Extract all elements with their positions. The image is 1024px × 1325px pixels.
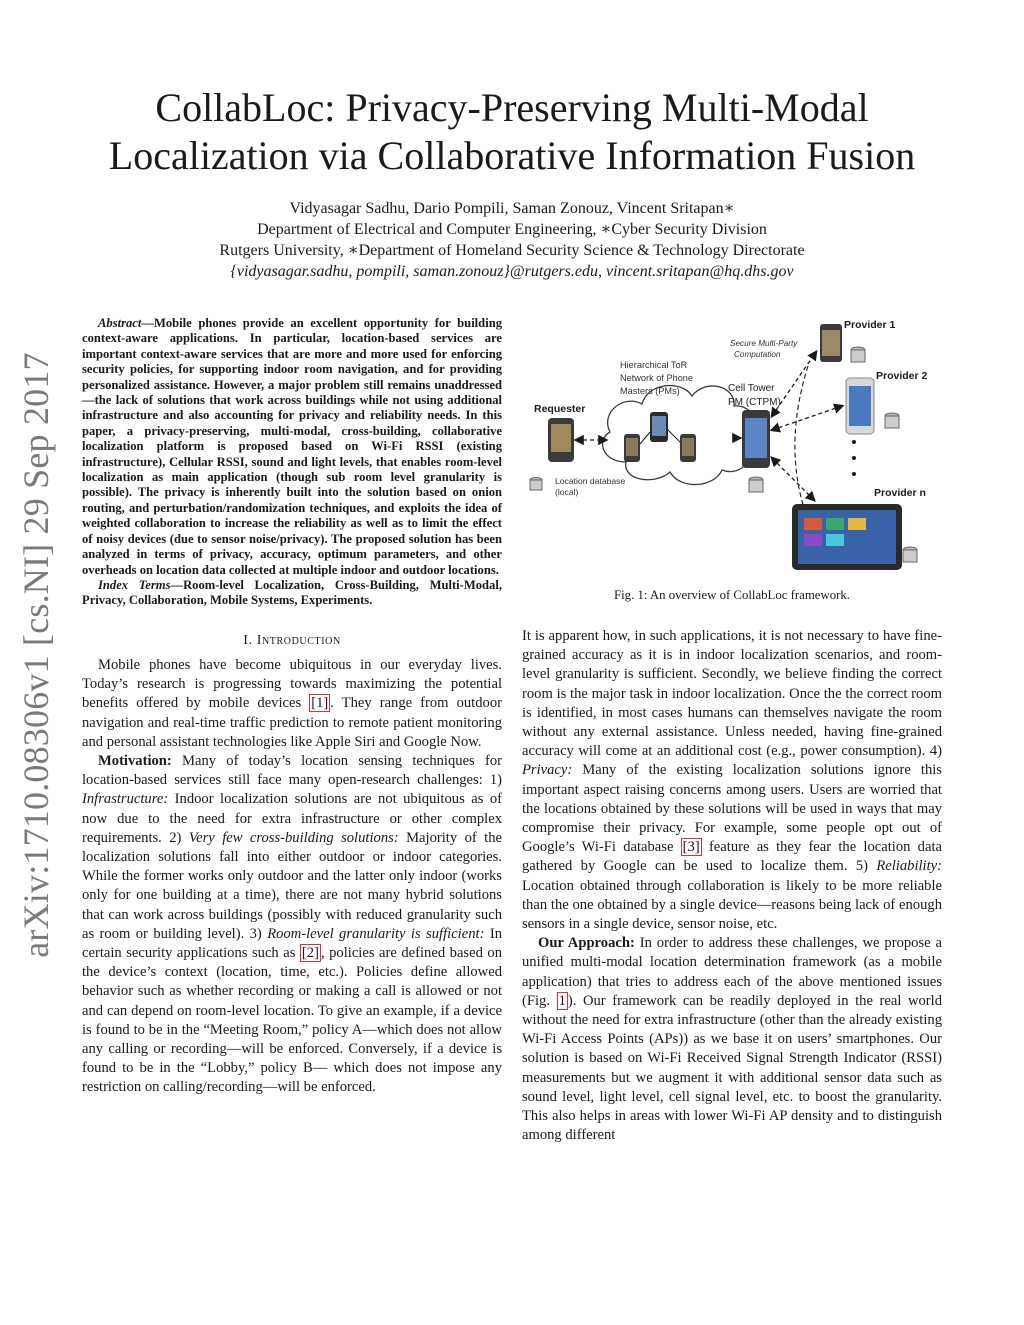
abstract xyxy=(82,316,502,578)
affiliation-1: Department of Electrical and Computer Engineering, ∗Cyber Security Division xyxy=(257,221,767,238)
index-terms xyxy=(82,578,502,609)
section-heading-introduction xyxy=(82,631,502,650)
location-db-label-2: (local) xyxy=(555,487,579,497)
ellipsis-dot xyxy=(852,472,856,476)
ctpm-to-provider-n-arrow xyxy=(772,458,814,500)
right-p1-a: It is apparent how, in such applications, it is not necessary to have fine-grained accuracy as it is in indoor localization scenarios, and room-level granularity is sufficient. Secondly, we believe finding the correct room is the major task in indoor localization. Once the the correct room is identified, in most cases humans can themselves navigate the room without any external assistance. Unless needed, having fine-grained accuracy will come at an additional cost (e.g., power consumption). 4) xyxy=(522,628,942,760)
right-p1-b: Many of the existing localization solutions ignore this important aspect raising concerns among users. Users are worried that the locations obtained by these solutions will be used in ways that may compromise their privacy. For example, some people opt out of Google’s Wi-Fi database xyxy=(522,762,942,856)
privacy-label: Privacy: xyxy=(522,762,573,779)
intro-p2-e: , policies are defined based on the device’s context (location, time, etc.). Policies define allowed behavior such as whether recording or making a call is allowed or not and can depend on room-level location. To give an example, if a device is found to be in the “Meeting Room,” policy A—which does not allow any calling or recording—will be enforced. Conversely, if a device is found to be in the “Lobby,” policy B— which does not impose any restriction on calling/recording—will be enforced. xyxy=(82,944,502,1096)
right-p1-d: Location obtained through collaboration is likely to be more reliable than the one obtained by a single device—reasons being lack of enough sensors in a single device, sensor noise, etc. xyxy=(522,877,942,933)
citation-link-2[interactable]: [2] xyxy=(301,944,319,961)
provider-n-database-icon xyxy=(903,547,917,562)
intro-p1-a: Mobile phones have become ubiquitous in our everyday lives. Today’s research is progressing towards maximizing the potential benefits offered by mobile devices xyxy=(82,656,502,712)
author-names: Vidyasagar Sadhu, Dario Pompili, Saman Zonouz, Vincent Sritapan∗ xyxy=(289,200,735,217)
location-db-label-1: Location database xyxy=(555,476,626,486)
citation-link-1[interactable]: [1] xyxy=(311,695,329,712)
room-level-label: Room-level granularity is sufficient: xyxy=(267,925,485,942)
approach-paragraph xyxy=(522,934,942,1145)
requester-phone-icon xyxy=(548,418,574,462)
intro-p2-a: Many of today’s location sensing techniques for location-based services still face many open-research challenges: 1) xyxy=(82,752,502,789)
ctpm-label-2: PM (CTPM) xyxy=(728,397,781,408)
tor-label-2: Network of Phone xyxy=(620,373,694,383)
ctpm-label-1: Cell Tower xyxy=(728,383,775,394)
abstract-label: Abstract xyxy=(98,316,142,330)
intro-p2-d: In certain security applications such as xyxy=(82,925,502,961)
email-group: {vidyasagar.sadhu, pompili, saman.zonouz} xyxy=(230,263,510,280)
intro-paragraph-2 xyxy=(82,752,502,1098)
arxiv-stamp-text: arXiv:1710.08306v1 [cs.NI] 29 Sep 2017 xyxy=(16,352,56,958)
right-column xyxy=(522,627,942,1145)
provider-2-label: Provider 2 xyxy=(876,370,928,382)
intro-p2-b: Indoor localization solutions are not ubiquitous as of now due to the need for extra infrastructure or other complex requirements. 2) xyxy=(82,791,502,846)
ellipsis-dot xyxy=(852,456,856,460)
smpc-label-2: Computation xyxy=(734,350,781,359)
intro-p1-b: . They range from outdoor navigation and real-time traffic prediction to remote patient monitoring and personal assistant technologies like Apple Siri and Google Now. xyxy=(82,695,502,750)
right-p2-b: ). Our framework can be readily deployed in the real world without the need for extra infrastructure (other than the already existing Wi-Fi Access Points (APs)) as we base it on users’ smartphones. Our solution is based on Wi-Fi Received Signal Strength Indicator (RSSI) measurements but we augment it with additional sensor data such as sound level, light level, cell signal level, etc. to boost the granularity. This also helps in areas with lower Wi-Fi AP density and to distinguish among different xyxy=(522,992,943,1144)
paper-title xyxy=(60,84,964,180)
pm-phone-2-icon xyxy=(650,412,668,442)
abstract-text: —Mobile phones provide an excellent opportunity for building context-aware applications. In particular, location-based services are important context-aware services that are more and more used for enforcing security policies, for supporting indoor room navigation, and for providing personalized assistance. However, a major problem still remains unaddressed—the lack of solutions that work across buildings while not using additional infrastructure and also accounting for privacy and reliability needs. In this paper, a privacy-preserving, multi-modal, cross-building, collaborative localization platform is proposed based on Wi-Fi RSSI (existing infrastructure), Cellular RSSI, sound and light levels, that enables room-level localization as main application (though sub room level granularity is possible). The privacy is inherently built into the solution based on onion routing, and perturbation/randomization techniques, and exploits the idea of weighted collaboration to increase the reliability as well as to limit the effect of noisy devices (due to sensor noise/privacy). The proposed solution has been analyzed in terms of privacy, accuracy, optimum parameters, and other overheads on location data collected at multiple indoor and outdoor locations. xyxy=(82,316,502,577)
provider-1-phone-icon xyxy=(820,324,842,362)
smpc-label-1: Secure Multi-Party xyxy=(730,339,798,348)
provider-2-database-icon xyxy=(885,413,899,428)
email-line xyxy=(60,261,964,282)
smpc-curve xyxy=(795,366,808,508)
left-column xyxy=(82,316,502,1098)
provider-1-database-icon xyxy=(851,347,865,362)
intro-p2-c: Majority of the localization solutions fall into either outdoor or indoor categories. While the former works only outdoor and the latter only indoor (works only for one building at a time), there are not many hybrid solutions that can work across buildings (possibly with reduced granularity such as room or building level). 3) xyxy=(82,829,502,942)
intro-paragraph-1 xyxy=(82,656,502,752)
author-block xyxy=(60,198,964,282)
pm-phone-3-icon xyxy=(680,434,696,462)
ctpm-phone-icon xyxy=(742,410,770,468)
ctpm-to-provider-2-arrow xyxy=(772,406,842,430)
ctpm-database-icon xyxy=(749,477,763,492)
reliability-label: Reliability: xyxy=(876,858,942,875)
figure-1 xyxy=(522,312,942,582)
affiliation-2: Rutgers University, ∗Department of Homeland Security Science & Technology Directorate xyxy=(219,242,805,259)
citation-link-3[interactable]: [3] xyxy=(682,839,700,856)
right-paragraph-1 xyxy=(522,627,942,934)
right-p1-c: feature as they fear the location data gathered by Google can be used to localize them. 5) xyxy=(522,839,942,875)
title-line-2: Localization via Collaborative Information Fusion xyxy=(108,133,916,178)
requester-label: Requester xyxy=(534,403,586,415)
collabloc-diagram xyxy=(522,312,942,582)
section-title: Introduction xyxy=(256,632,341,648)
section-number: I. xyxy=(243,632,253,648)
approach-label: Our Approach: xyxy=(538,935,635,952)
provider-2-phone-icon xyxy=(846,378,874,434)
ellipsis-dot xyxy=(852,440,856,444)
provider-n-label: Provider n xyxy=(874,487,926,499)
figure-caption: Fig. 1: An overview of CollabLoc framework. xyxy=(614,588,850,602)
motivation-label: Motivation: xyxy=(98,752,172,769)
cross-building-label: Very few cross-building solutions: xyxy=(188,829,399,846)
email-domain: @rutgers.edu, xyxy=(509,263,606,280)
index-terms-label: Index Terms xyxy=(98,577,171,592)
provider-n-tablet-icon xyxy=(792,504,902,570)
title-line-1: CollabLoc: Privacy-Preserving Multi-Modal xyxy=(155,85,869,130)
email-dhs: vincent.sritapan@hq.dhs.gov xyxy=(605,263,794,280)
tor-label-1: Hierarchical ToR xyxy=(620,360,688,370)
arxiv-stamp xyxy=(6,352,66,958)
figure-link-1[interactable]: 1 xyxy=(558,992,566,1009)
tor-label-3: Masters (PMs) xyxy=(620,386,680,396)
right-p2-a: In order to address these challenges, we propose a unified multi-modal location determination framework (as a mobile application) that tries to address each of the above mentioned issues (Fig. xyxy=(522,935,942,1009)
local-database-icon xyxy=(530,478,542,491)
infrastructure-label: Infrastructure: xyxy=(82,791,169,808)
provider-1-label: Provider 1 xyxy=(844,319,896,331)
pm-phone-1-icon xyxy=(624,434,640,462)
index-terms-text: —Room-level Localization, Cross-Building, Multi-Modal, Privacy, Collaboration, Mobile Systems, Experiments. xyxy=(82,577,502,608)
